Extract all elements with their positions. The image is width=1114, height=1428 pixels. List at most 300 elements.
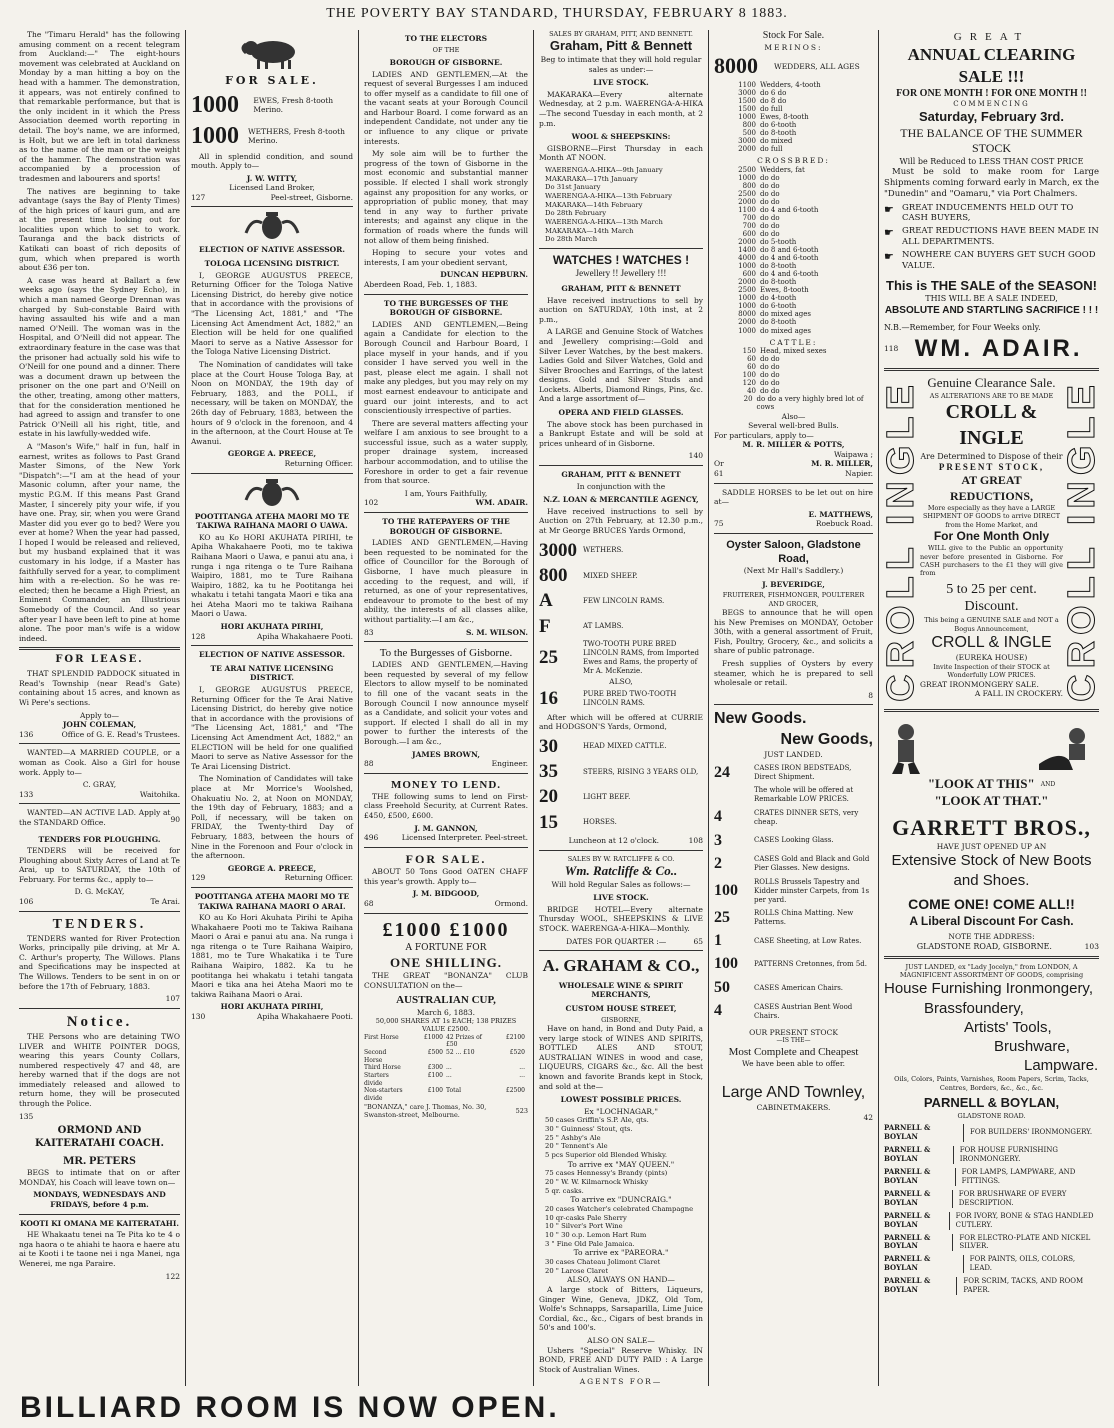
- stock-apply: For particulars, apply to—: [714, 430, 814, 440]
- nz-text: Have received instructions to sell by Auction on 27th February, at 12.30 p.m., at Mr George BRUCES Yards Ormond,: [539, 506, 703, 535]
- look-and: AND: [1040, 780, 1056, 788]
- graham-sales-top: SALES BY GRAHAM, PITT, AND BENNETT.: [549, 30, 693, 38]
- royal-crest: [191, 211, 353, 241]
- watches-text: Have received instructions to sell by auction on SATURDAY, 10th inst, at 2 p.m.,: [539, 295, 703, 324]
- parnell-boylan-item: [884, 1190, 1099, 1208]
- crest-icon: [242, 211, 302, 241]
- ad-number: 83: [364, 627, 374, 637]
- stock-qty: 2000: [738, 197, 756, 206]
- nz-also: ALSO,: [609, 676, 633, 686]
- prize-cell: ...: [446, 1072, 452, 1080]
- bullet-text: NOWHERE CAN BUYERS GET SUCH GOOD VALUE.: [902, 250, 1096, 271]
- great-heading: GREAT: [953, 31, 1030, 43]
- footer-banner: BILLIARD ROOM IS NOW OPEN.: [20, 1391, 560, 1424]
- wine-item: 5 qr. casks.: [545, 1186, 584, 1195]
- stock-row: [714, 230, 873, 238]
- oils-colors: Oils, Colors, Paints, Varnishes, Room Papers, Scrim, Tacks, Centres, Borders, &c., &c., &c.: [894, 1075, 1089, 1092]
- sale-date: MAKARAKA—14th March: [545, 226, 634, 235]
- divider: [19, 803, 180, 804]
- article-ballart: A case was heard at Ballart a few weeks ago (says the Sydney Echo), in which a man named George Drennan was charged by Sub-constable Baird with having assaulted his wife and a man named O'Neill. The woman was in the Hospital, and O'Neill did not appear. The extraordinary feature in the case was that the prisoner had actually sold his wife to O'Neill for one pound and a dinner. There was a document drawn up between the prisoner on the one part and O'Neill on the other, treating, among other matters, that for the consideration mentioned he had agreed to assign and transfer to one Patrick O'Neill all his right, title, and estate in his lawfully-wedded wife.: [19, 275, 180, 439]
- parnell-boylan-item: [884, 1212, 1099, 1230]
- prize-cell: First Horse: [364, 1033, 399, 1041]
- stock-row: [714, 327, 873, 335]
- goods-text: CASES American Chairs.: [754, 983, 844, 992]
- divider: [539, 248, 703, 249]
- election-title: Returning Officer.: [284, 458, 353, 468]
- ram-icon: [237, 36, 307, 70]
- pareora-list: [539, 1258, 703, 1275]
- stock-qty: 3000: [738, 136, 756, 145]
- oyster-name: J. BEVERIDGE,: [762, 579, 825, 589]
- goods-text: ROLLS Brussels Tapestry and Kidder minster Carpets, from 1s per yard.: [754, 877, 870, 904]
- bonanza-prize-table: [364, 1034, 528, 1103]
- ad-number: 90: [170, 814, 180, 824]
- goods-number: 100: [714, 881, 738, 899]
- divider: [19, 743, 180, 744]
- stock-desc: do mixed: [760, 136, 793, 145]
- stock-desc: Wedders, 4-tooth: [760, 80, 821, 89]
- ratcliffe-dates: DATES FOR QUARTER :—: [566, 936, 667, 946]
- wine-item: 75 cases Hennessy's Brandy (pints): [545, 1169, 668, 1178]
- stock-row: [714, 310, 873, 318]
- maori-title: Apiha Whakahaere Pooti.: [256, 631, 353, 641]
- prize-cell: £1000: [423, 1033, 443, 1041]
- election-text: I, GEORGE AUGUSTUS PREECE, Returning Officer for the Tologa Native Licensing District, do hereby give notice that in accordance with the provisions of "The Licensing Act, 1881," and "The Licensing Act Amendment Act, 1882," an Election will be held for one qualified Maori to serve as a Native Assessor for the Tologa Native Licensing District.: [191, 270, 353, 357]
- election-2-text-2: The Nomination of Candidates will take place at Mr Morrice's Woolshed, Ohakuatiu No. 2, at Noon on MONDAY, the 19th day of February, 1883; and a Poll, if necessary, will be taken on FRIDAY, the Twenty-third Day of February, 1883, between the hours of Nine in the Forenoon and Four o'clock in the afternoon.: [191, 774, 353, 861]
- stock-desc: do do: [760, 173, 780, 182]
- stock-row: [714, 286, 873, 294]
- brassfoundery: Brassfoundery,: [924, 999, 1024, 1017]
- stock-desc: do do: [760, 363, 780, 372]
- money-heading: MONEY TO LEND.: [390, 778, 502, 791]
- goods-number: 4: [714, 808, 722, 826]
- stock-row: [714, 347, 873, 355]
- stock-row: [714, 254, 873, 262]
- cattle-heading: CATTLE:: [769, 337, 818, 347]
- bullet-item: [884, 203, 1099, 225]
- divider: [539, 950, 703, 951]
- election-2-name: GEORGE A. PREECE,: [227, 863, 317, 873]
- stock-row: [714, 246, 873, 254]
- indeed: THIS WILL BE A SALE INDEED,: [925, 294, 1058, 304]
- electors-name: DUNCAN HEPBURN.: [440, 270, 528, 280]
- stock-desc: do 5-tooth: [760, 237, 797, 246]
- goods-item: [714, 978, 873, 998]
- stock-row: [714, 395, 873, 411]
- ad-number: 122: [165, 1271, 180, 1281]
- divider: [364, 773, 528, 774]
- ad-number: 106: [19, 897, 34, 907]
- numbered-item: [539, 615, 703, 639]
- garrett-sub: HAVE JUST OPENED UP AN: [936, 841, 1047, 851]
- stock-qty: 60: [747, 355, 756, 364]
- croll-ingle-vertical-left: CROLL INGLE: [879, 378, 922, 702]
- stock-desc: do mixed ages: [760, 326, 811, 335]
- stock-desc: do full: [760, 104, 783, 113]
- prize-cell: £100: [427, 1087, 443, 1095]
- goods-item: [714, 807, 873, 827]
- goods-text: CASE Sheeting, at Low Rates.: [754, 936, 862, 945]
- also-text: A large stock of Bitters, Liqueurs, Ginger Wine, Geneva, JDKZ, Old Tom, Wolfe's Schnapps, Sarsaparilla, Lime Juice Cordial, &c., &c., Cigars of best brands in 50's and 100's.: [539, 1284, 703, 1333]
- burgesses-2-text: LADIES AND GENTLEMEN,—Having been requested by several of my fellow Electors to allow myself to be nominated to fill one of the vacant seats in the Borough Council I now announce myself as a Candidate, and solicit your votes and support. If elected I shall do all in my power to further the interests of the Borough.—I am &c.,: [364, 660, 528, 746]
- prize-row: [364, 1049, 528, 1064]
- coach-heading: ORMOND AND KAITERATAHI COACH.: [35, 1125, 164, 1150]
- tenders-text: TENDERS wanted for River Protection Works, principally pile driving, at Mr A. C. Arthur's property, The Willows. Plans and Specifications may be inspected at The Willows. Tenders to be sent in on or before the 17th of February, 1883.: [19, 933, 180, 991]
- electors-heading-3: BOROUGH OF GISBORNE.: [389, 57, 503, 67]
- stock-desc: do 4 and 6-tooth: [760, 205, 819, 214]
- wanted-couple-name: C. GRAY,: [82, 780, 117, 790]
- most-complete: Most Complete and Cheapest: [728, 1046, 859, 1059]
- stock-qty: 40: [747, 387, 756, 396]
- pareora-heading: To arrive ex "PAREORA.": [573, 1248, 669, 1258]
- stock-qty: 1500: [738, 104, 756, 113]
- item-text: PURE BRED TWO-TOOTH LINCOLN RAMS.: [583, 690, 677, 708]
- item-text: HORSES.: [583, 818, 617, 827]
- prize-cell: Non-starters divide: [364, 1087, 403, 1103]
- prize-row: [364, 1087, 528, 1102]
- stock-desc: Head, mixed sexes: [760, 347, 827, 356]
- electors-date: Aberdeen Road, Feb. 1, 1883.: [364, 279, 478, 289]
- numbered-item: [539, 640, 703, 676]
- parnell-boylan-list: [884, 1124, 1099, 1295]
- croll-ingle-ad: [879, 375, 1103, 705]
- parnell-boylan-item: [884, 1124, 1099, 1142]
- stock-desc: do 4 and 6-tooth: [760, 270, 819, 279]
- divider: [19, 911, 180, 912]
- ad-number: 130: [191, 1012, 206, 1022]
- new-goods-list: [714, 763, 873, 1022]
- stock-place-1: Waipawa ;: [833, 449, 873, 459]
- parnell-boylan-text: FOR ELECTRO-PLATE AND NICKEL SILVER.: [959, 1233, 1091, 1251]
- goods-item: [714, 878, 873, 905]
- stock-qty: 2000: [738, 318, 756, 327]
- election-2-heading: ELECTION OF NATIVE ASSESSOR.: [199, 650, 345, 660]
- saddle-place: Roebuck Road.: [815, 519, 873, 529]
- stock-row: [714, 182, 873, 190]
- nz-items-list-2: [539, 687, 703, 711]
- stock-qty: 700: [742, 213, 756, 222]
- ad-number: 68: [364, 898, 374, 908]
- divider: [191, 887, 353, 888]
- parnell-boylan-name: PARNELL & BOYLAN: [884, 1234, 953, 1252]
- stock-row: [714, 294, 873, 302]
- numbered-item: [539, 564, 703, 588]
- oyster-text-2: Fresh supplies of Oysters by every steamer, which he is prepared to sell wholesale or retail.: [714, 658, 873, 688]
- genuine-text: This being a GENUINE SALE and NOT a Bogus Announcement,: [924, 616, 1059, 633]
- money-title: Licensed Interpreter. Peel-street.: [401, 833, 528, 843]
- item-text: HEAD MIXED CATTLE.: [583, 742, 667, 751]
- for-lease-apply: Apply to—: [79, 710, 120, 720]
- for-sale-heading: FOR SALE.: [225, 74, 319, 87]
- column-2: [186, 30, 359, 1386]
- stock-place-2: Napier.: [845, 469, 873, 479]
- duncraig-heading: To arrive ex "DUNCRAIG.": [570, 1195, 672, 1205]
- item-number: 3000: [539, 539, 577, 561]
- election-2-text: I, GEORGE AUGUSTUS PREECE, Returning Officer for the Te Arai Native Licensing District, do hereby give notice that in accordance with the provisions of "The Licensing Act, 1881," and "The Licensing Act Amendment Act, 1882," an ELECTION will be held for one qualified Maori to serve as Native Assessor for the Te Arai Licensing District.: [191, 685, 353, 771]
- ad-number: 135: [19, 1111, 34, 1121]
- parnell-heading: PARNELL & BOYLAN,: [923, 1095, 1060, 1111]
- present-stock-croll: PRESENT STOCK,: [938, 461, 1045, 472]
- queen-heading: To arrive ex "MAY QUEEN.": [567, 1159, 675, 1169]
- stock-row: [714, 105, 873, 113]
- goods-item: [714, 786, 873, 804]
- divider: [364, 512, 528, 513]
- oyster-heading: Oyster Saloon, Gladstone Road,: [726, 539, 861, 566]
- stock-qty: 1000: [738, 262, 756, 271]
- nz-items-list-3: [539, 735, 703, 835]
- parnell-boylan-name: PARNELL & BOYLAN: [884, 1124, 964, 1142]
- reduced: Will be Reduced to LESS THAN COST PRICE: [899, 156, 1084, 166]
- new-goods-sub: JUST LANDED.: [764, 750, 823, 760]
- parnell-boylan-name: PARNELL & BOYLAN: [884, 1168, 956, 1186]
- article-masons-wife: A "Mason's Wife," half in fun, half in earnest, writes as follows to Past Grand Master Simons, of the New York "Dispatch":—"I am at the head of your Masonic column, after your name, the mystic P.G.M. If this means Past Grand Master, I sincerely pity your wife, if you have one. Pray, sir, when you were Grand Master did you ever go to bed? Were you ever at home? When the year had passed, I hoped I would be released and relieved, but my husband explained that it was customary in his lodge, if a Master has faithfully served for a year, to compliment him with a re-election. So he was re-elected; then he became a High Priest, an Eminent Commander, an Illustrious Somebody of the Council. And so year after year I have been left to pine at home alone. The poor man's wife is a widow indeed.: [19, 441, 180, 643]
- present-is: —IS THE—: [776, 1037, 811, 1045]
- also-heading: ALSO, ALWAYS ON HAND—: [567, 1275, 675, 1285]
- stock-desc: do do: [760, 221, 780, 230]
- nz-lunch: Luncheon at 12 o'clock.: [568, 836, 660, 845]
- crossbred-list: [714, 166, 873, 335]
- stock-qty: 2000: [738, 237, 756, 246]
- prize-cell: 42 Prizes of £50: [446, 1033, 482, 1049]
- wanted-lad-text: WANTED—AN ACTIVE LAD. Apply at the STANDARD Office.: [19, 808, 171, 827]
- lampware: Lampware.: [1024, 1057, 1099, 1075]
- ratcliffe-heading: Wm. Ratcliffe & Co..: [564, 862, 678, 878]
- stock-row: [714, 190, 873, 198]
- stock-row: [714, 318, 873, 326]
- goods-item: [714, 954, 873, 974]
- parnell-boylan-name: PARNELL & BOYLAN: [884, 1146, 954, 1164]
- pointing-hand-icon: ☛: [884, 250, 894, 264]
- ad-number: 102: [364, 498, 379, 508]
- numbered-item: [539, 687, 703, 711]
- stock-desc: do do: [760, 379, 780, 388]
- stock-qty: 60: [747, 363, 756, 372]
- goods-text: PATTERNS Cretonnes, from 5d.: [754, 960, 867, 969]
- stock-desc: Ewes, 8-tooth: [760, 112, 809, 121]
- ad-number: 107: [165, 994, 180, 1004]
- ad-number: 140: [688, 451, 703, 461]
- goods-number: 24: [714, 763, 730, 781]
- ad-number: 8: [868, 690, 873, 700]
- ironmongery-sale: GREAT IRONMONGERY SALE.: [920, 679, 1039, 689]
- column-3: [359, 30, 534, 1386]
- goods-number: 4: [714, 1002, 722, 1020]
- livestock-heading: LIVE STOCK.: [593, 78, 649, 88]
- ad-number: 127: [191, 192, 206, 202]
- stock-row: [714, 81, 873, 89]
- goods-text: CASES IRON BEDSTEADS, Direct Shipment.: [754, 764, 852, 782]
- stock-desc: do 8-tooth: [760, 318, 797, 327]
- numbered-item: [539, 760, 703, 784]
- ram-illustration: [191, 36, 353, 70]
- kooti-text: HE Whakaatu tenei na Te Pita ko te 4 o nga haora o te ahiahi te haora e haere atu ai te Kooti i te taone nei i nga Manei, nga Wenerei, me nga Paraire.: [19, 1230, 180, 1268]
- stock-row: [714, 113, 873, 121]
- new-goods-1: New Goods.: [714, 710, 807, 728]
- garrett-stock: Extensive Stock of New Boots and Shoes.: [891, 852, 1092, 889]
- maori-text: KO au Ko HORI AKUHATA PIRIHI, te Apiha Whakahaere Pooti, mo te takiwa Raihana Maori o Uawa, e panui atu ana, i runga i nga ritenga o te Ture Raihana Waipiro, 1881, mo te Ture Raihana Waipiro, 1882, ka tu he Pootitanga hei whakatu i tetahi tangata Maori e tika ana hei Ateha Maori mo te takiwa Raihana Maori o Uawa.: [191, 532, 353, 619]
- croll-mid: CROLL & INGLE: [931, 633, 1052, 651]
- adair-name: WM. ADAIR.: [914, 334, 1083, 362]
- wethers-number: 1000: [191, 122, 239, 149]
- stock-qty: 20: [743, 395, 753, 404]
- parnell-boylan-text: FOR PAINTS, OILS, COLORS, LEAD.: [969, 1255, 1076, 1273]
- ad-number: 523: [515, 1106, 528, 1115]
- ad-number: 496: [364, 833, 379, 843]
- goods-item: [714, 763, 873, 783]
- balance: THE BALANCE OF THE SUMMER STOCK: [900, 125, 1083, 156]
- for-lease-heading: FOR LEASE.: [55, 654, 144, 666]
- ewes-text: EWES, Fresh 8-tooth Merino.: [253, 95, 334, 115]
- stock-qty: 1400: [738, 246, 756, 255]
- divider: [191, 206, 353, 207]
- for-sale-title: Licensed Land Broker,: [229, 183, 315, 193]
- maori-2-name: HORI AKUHATA PIRIHI,: [220, 1002, 324, 1012]
- ad-number: 75: [714, 519, 724, 529]
- wine-item: 10 " Silver's Port Wine: [545, 1222, 623, 1231]
- ad-number: 103: [1084, 941, 1099, 951]
- tenders-ploughing-name: D. G. McKAY,: [74, 887, 125, 897]
- merinos-list: [714, 81, 873, 153]
- bullet-item: [884, 250, 1099, 272]
- stock-qty: 1500: [738, 96, 756, 105]
- goods-number: 2: [714, 855, 722, 873]
- item-text: MIXED SHEEP.: [583, 571, 638, 580]
- ratcliffe-sales-top: SALES BY W. RATCLIFFE & CO.: [567, 854, 675, 863]
- graham-heading: Graham, Pitt & Bennett: [549, 38, 693, 54]
- stock-row: [714, 174, 873, 182]
- election-heading: ELECTION OF NATIVE ASSESSOR.: [199, 245, 345, 255]
- goods-number: 25: [714, 908, 730, 926]
- stock-row: [714, 121, 873, 129]
- maori-2-title: Apiha Whakahaere Pooti.: [256, 1012, 353, 1022]
- goods-item: [714, 908, 873, 928]
- prize-cell: 52 ... £10: [446, 1049, 475, 1057]
- cabinetmakers: CABINETMAKERS.: [756, 1103, 831, 1113]
- article-natives: The natives are beginning to take advantage (says the Bay of Plenty Times) of the high prices of kauri gum, and are at the present time looking out for localities upon which to set to work. Tauranga and the back districts of Katikati can boast of rich deposits of gum, which when prepared is worth about £36 per ton.: [19, 186, 180, 273]
- item-text: AT LAMBS.: [583, 622, 624, 631]
- parnell-boylan-name: PARNELL & BOYLAN: [884, 1255, 964, 1273]
- divider: [19, 647, 180, 650]
- item-number: 35: [539, 761, 558, 783]
- sale-date: Do 28th March: [545, 235, 598, 244]
- liberal-discount: A Liberal Discount For Cash.: [909, 913, 1074, 928]
- divider: [884, 956, 1099, 959]
- ratcliffe-text: BRIDGE HOTEL—Every alternate Thursday WOOL, SHEEPSKINS & LIVE STOCK. WAERENGA-A-HIKA—Monthly.: [539, 904, 703, 933]
- divider: [539, 850, 703, 851]
- goods-number: 1: [714, 932, 722, 949]
- watches-text-2: A LARGE and Genuine Stock of Watches and Jewellery comprising:—Gold and Silver Lever Watches, by the best makers. Ladies Gold and Silver Watches, Gold and Silver Brooches and Earrings, of the latest designs. Gold and Silver Studs and Lockets. Alberts, Diamond Rings, Pins, &c. And a large assortment of—: [539, 327, 703, 404]
- for-sale-2-text: ABOUT 50 Tons Good OATEN CHAFF this year's growth. Apply to—: [364, 867, 528, 886]
- divider: [884, 368, 1099, 371]
- stock-desc: do 8-tooth: [760, 278, 797, 287]
- notice-text: THE Persons who are detaining TWO LIVER and WHITE POINTER DOGS, wearing this years County Collars, numbered respectively 47 and 48, are hereby warned that if the dogs are not immediately released and allowed to return home, they will be prosecuted through the Police.: [19, 1031, 180, 1109]
- prize-cell: Third Horse: [364, 1064, 401, 1072]
- ad-number: 108: [688, 836, 703, 845]
- bonanza-text: THE GREAT "BONANZA" CLUB CONSULTATION on the—: [364, 971, 528, 990]
- ad-number: 128: [191, 631, 206, 641]
- stock-qty: 1100: [738, 80, 756, 89]
- stock-qty: 500: [742, 128, 756, 137]
- ad-number: 133: [19, 789, 34, 799]
- notice-heading: Notice.: [66, 1013, 133, 1030]
- goods-item: [714, 854, 873, 874]
- boots-illustration: [884, 716, 1099, 776]
- stock-row: [714, 145, 873, 153]
- sale-date: WAERENGA-A-HIKA—13th March: [545, 218, 663, 226]
- stock-desc: do 8 do: [760, 96, 787, 105]
- stock-desc: do do a very highly bred lot of cows: [756, 395, 864, 412]
- stock-qty: 1000: [738, 173, 756, 182]
- item-text: TWO-TOOTH PURE BRED LINCOLN RAMS, from Imported Ewes and Rams, the property of Mr A. McKenzie.: [583, 639, 700, 675]
- divider: [884, 709, 1099, 712]
- tenders-ploughing-place: Te Arai.: [150, 897, 180, 907]
- ad-number: 129: [191, 873, 206, 883]
- parnell-boylan-text: FOR BUILDERS' IRONMONGERY.: [970, 1128, 1093, 1137]
- stock-desc: do 8-tooth: [760, 128, 797, 137]
- stock-desc: Wedders, fat: [760, 165, 805, 174]
- stock-row: [714, 238, 873, 246]
- stock-qty: 4000: [738, 254, 756, 263]
- stock-row: [714, 166, 873, 174]
- stock-qty: 800: [742, 181, 756, 190]
- wine-item: 10 " 30 o.p. Lemon Hart Rum: [545, 1231, 647, 1240]
- note-address: NOTE THE ADDRESS:: [948, 932, 1035, 942]
- item-number: A: [539, 590, 553, 612]
- stock-desc: do 6 do: [760, 88, 787, 97]
- sale-date: Do 28th February: [545, 209, 607, 218]
- divider: [364, 847, 528, 848]
- divider: [364, 641, 528, 642]
- prize-row: [364, 1064, 528, 1072]
- stock-desc: do do: [760, 197, 780, 206]
- goods-text: The whole will be offered at Remarkable LOW PRICES.: [754, 786, 854, 804]
- tearai-heading: TE ARAI NATIVE LICENSING DISTRICT.: [210, 663, 334, 683]
- season-heading: This is THE SALE of the SEASON!: [886, 277, 1097, 293]
- saddle-name: E. MATTHEWS,: [808, 509, 873, 519]
- stock-row: [714, 387, 873, 395]
- item-number: F: [539, 615, 551, 637]
- stock-qty: 2500: [738, 189, 756, 198]
- stock-row: [714, 198, 873, 206]
- lochnagar-list: [539, 1116, 703, 1159]
- divider: [364, 913, 528, 914]
- sale-date: MAKARAKA—17th January: [545, 174, 638, 183]
- duncraig-list: [539, 1205, 703, 1248]
- item-number: 15: [539, 811, 558, 833]
- stock-row: [714, 302, 873, 310]
- stock-row: [714, 262, 873, 270]
- queen-list: [539, 1169, 703, 1195]
- item-text: STEERS, RISING 3 YEARS OLD,: [583, 767, 699, 776]
- agraham-text: Have on hand, in Bond and Duty Paid, a very large stock of WINES AND SPIRITS, BOTTLED ALES AND STOUT, AUSTRALIAN WINES in wood and case, LIQUEURS, CIGARS &c., &c. All the best known and favorite Brands kept in Stock, and sold at the—: [539, 1023, 703, 1091]
- alterations: AS ALTERATIONS ARE TO BE MADE: [929, 392, 1054, 401]
- discount: 5 to 25 per cent. Discount.: [946, 581, 1037, 615]
- bonanza-date: March 6, 1883.: [416, 1007, 476, 1017]
- goods-number: 3: [714, 831, 722, 849]
- merinos-big-number: 8000: [714, 53, 758, 79]
- prize-cell: £300: [427, 1064, 443, 1072]
- ad-number: 42: [863, 1112, 873, 1122]
- election-2-title: Returning Officer.: [284, 873, 353, 883]
- divider: [714, 483, 873, 484]
- sold-text: Must be sold to make room for Large Shipments coming forward early in March, ex the "Dunedin" and "Oamaru," via Port Chalmers.: [884, 166, 1099, 199]
- for-sale-condition: All in splendid condition, and sound mouth. Apply to—: [191, 151, 353, 171]
- parnell-boylan-item: [884, 1277, 1099, 1295]
- crossbred-heading: CROSSBRED:: [757, 155, 830, 165]
- for-sale-place: Peel-street, Gisborne.: [270, 192, 353, 202]
- stock-qty: 2000: [738, 144, 756, 153]
- tenders-heading: TENDERS.: [52, 916, 147, 932]
